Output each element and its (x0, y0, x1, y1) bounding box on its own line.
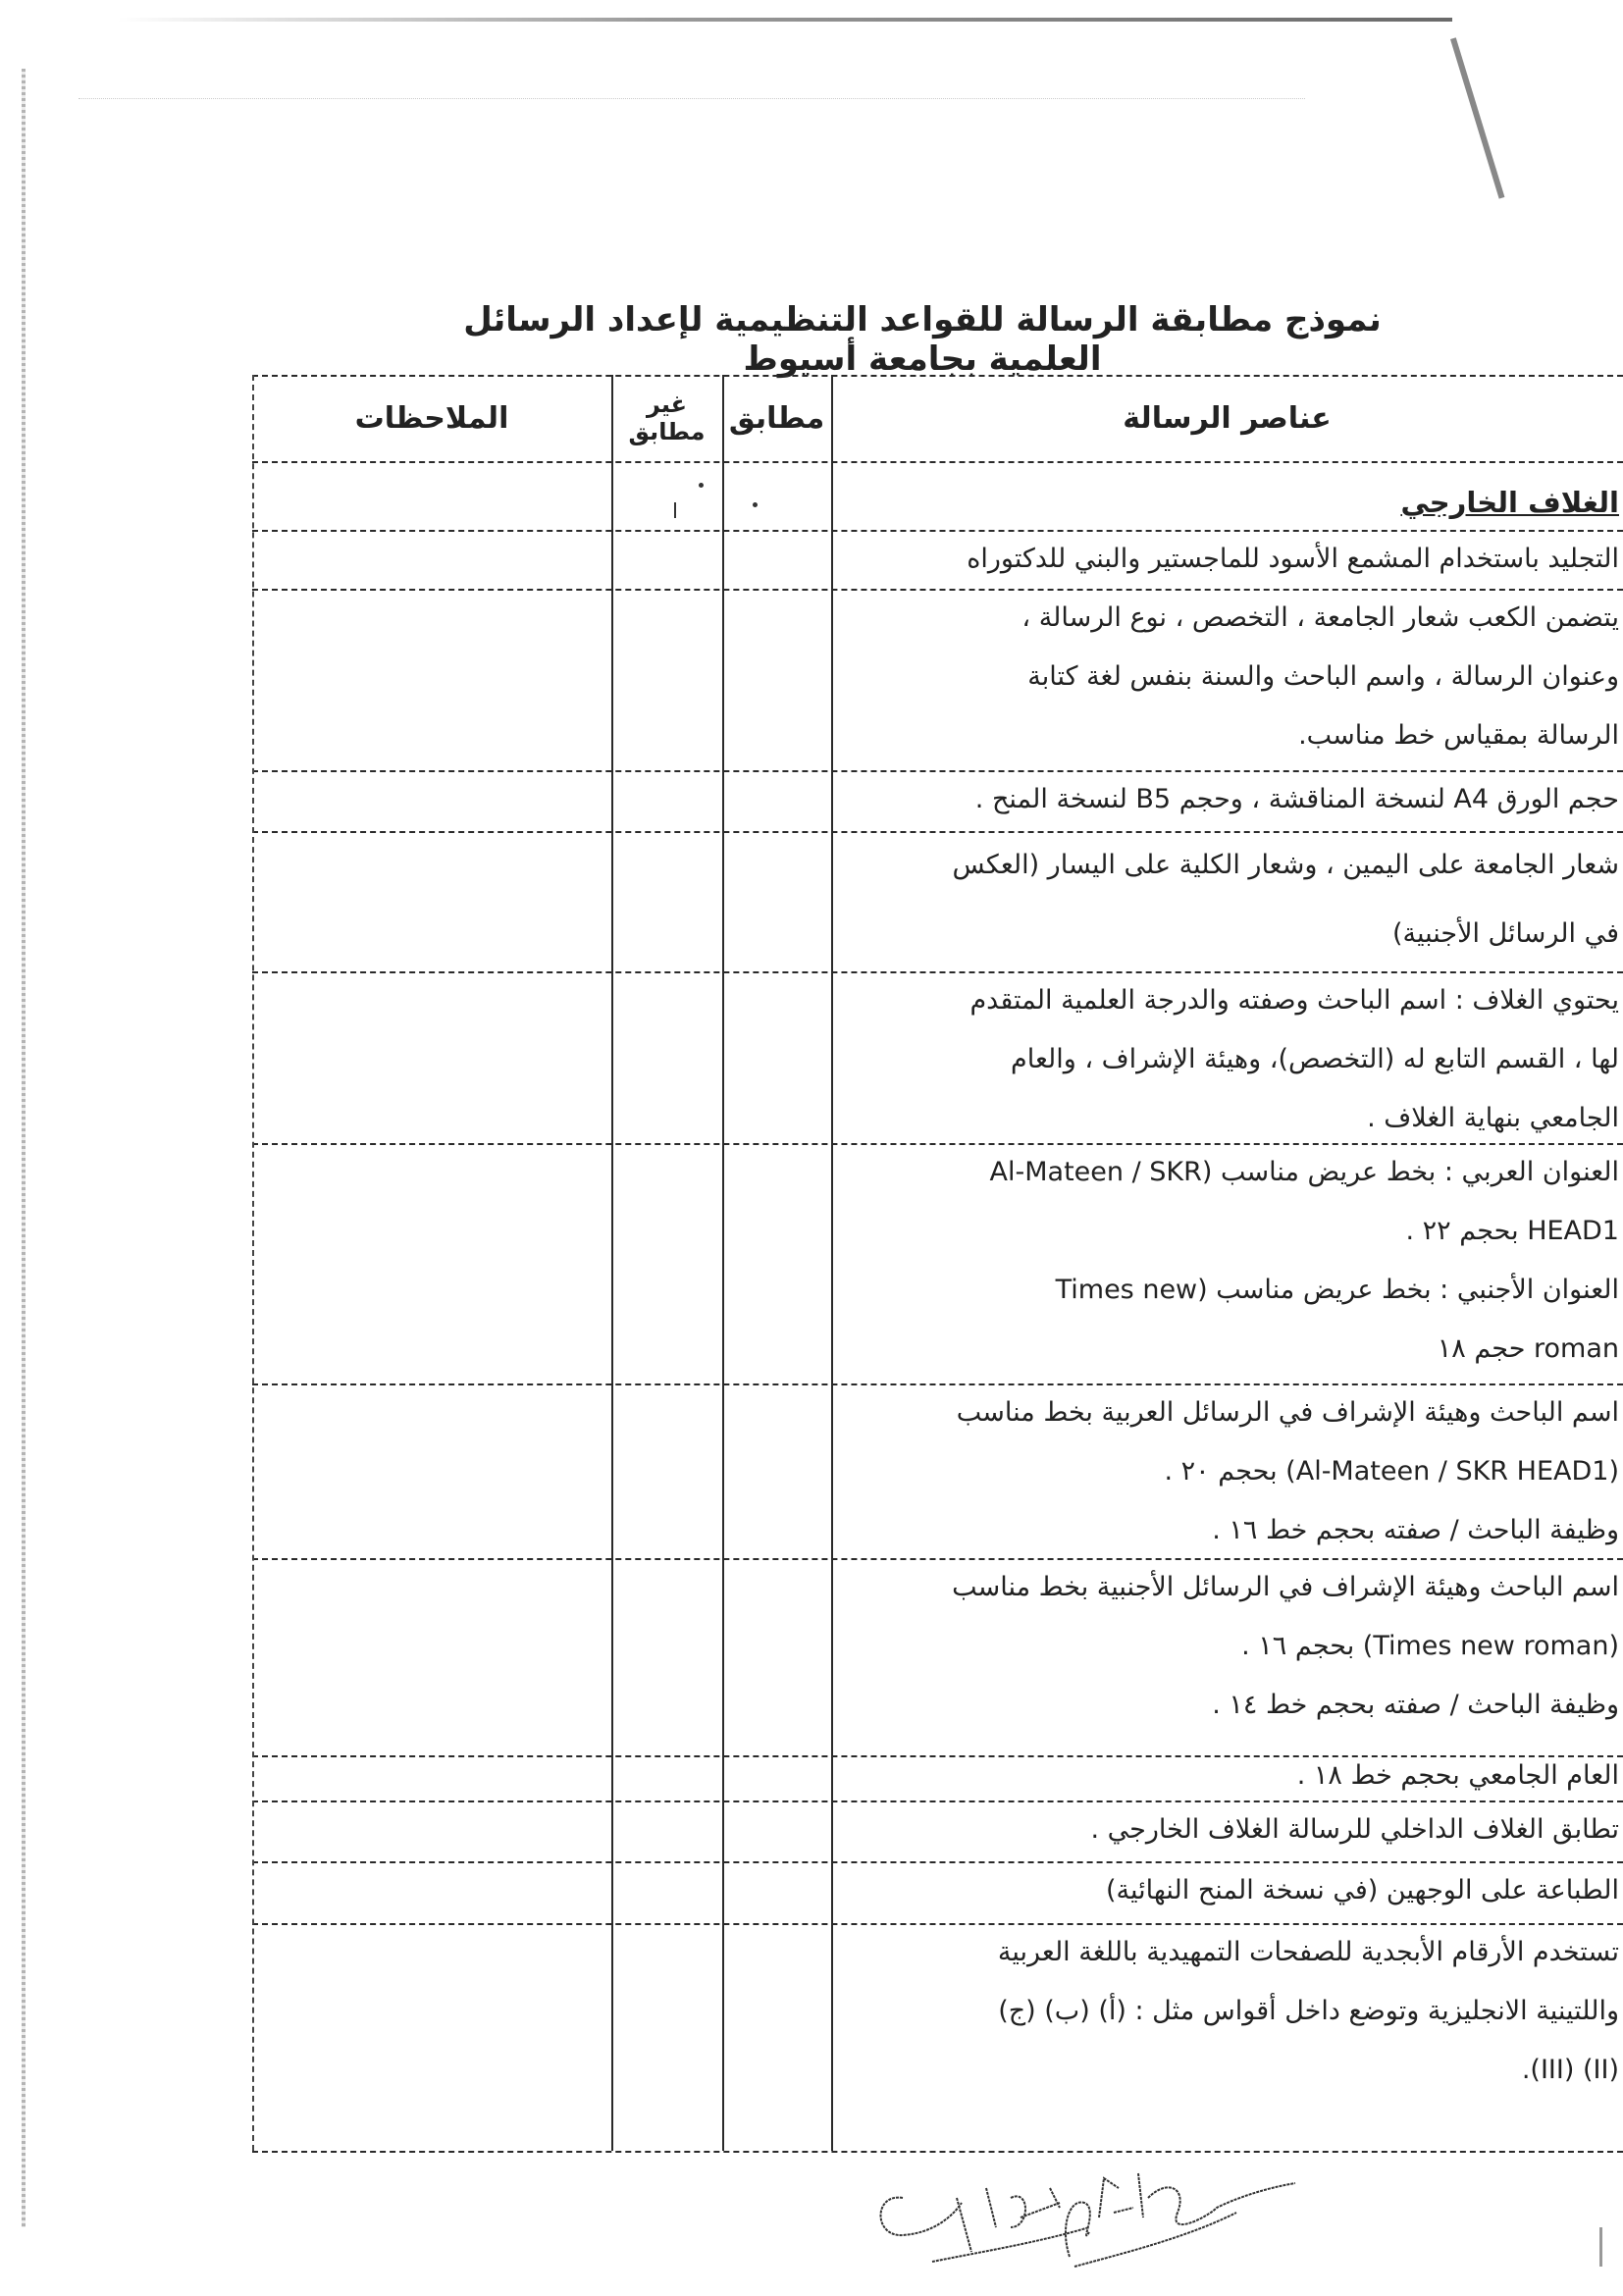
row-divider (252, 461, 1623, 463)
header-compliant: مطابق (728, 400, 825, 436)
header-non-compliant (611, 375, 722, 461)
column-divider-compliant (831, 375, 833, 2151)
compliance-checklist-table (252, 375, 1623, 2151)
checklist-item-logos: شعار الجامعة على اليمين ، وشعار الكلية على اليسار (العكس في الرسائل الأجنبية) (952, 850, 1619, 949)
header-non-compliant-line1: غير (646, 391, 688, 418)
header-elements: عناصر الرسالة (1123, 400, 1332, 436)
scan-corner-fold (1450, 37, 1504, 198)
checklist-item-page-numbering: تستخدم الأرقام الأبجدية للصفحات التمهيدية باللغة العربية واللتينية الانجليزية وتوضع داخل أقواس مثل : (أ) (ب) (ج) (II) (III). (997, 1937, 1619, 2085)
checklist-item-binding: التجليد باستخدام المشمع الأسود للماجستير والبني للدكتوراه (967, 544, 1619, 574)
scan-corner-mark (1599, 2227, 1602, 2267)
checklist-item-cover-contents: يحتوي الغلاف : اسم الباحث وصفته والدرجة العلمية المتقدم لها ، القسم التابع له (التخصص)، وهيئة الإشراف ، والعام الجامعي بنهاية الغلاف . (969, 985, 1619, 1133)
header-notes: الملاحظات (354, 400, 509, 436)
page-title: نموذج مطابقة الرسالة للقواعد التنظيمية لإعداد الرسائل العلمية بجامعة أسيوط (463, 300, 1382, 379)
scan-border-left (22, 69, 26, 2227)
scan-border-top (118, 18, 1452, 22)
section-title-outer-cover: الغلاف الخارجي (1400, 486, 1619, 519)
column-divider-notes (611, 375, 613, 2151)
signature-2 (1040, 2159, 1315, 2276)
checklist-item-arabic-names-font: اسم الباحث وهيئة الإشراف في الرسائل العربية بخط مناسب (Al-Mateen / SKR HEAD1) بحجم ٢٠ . وظيفة الباحث / صفته بحجم خط ١٦ . (956, 1397, 1619, 1545)
scan-noise-header (79, 59, 1305, 99)
header-non-compliant-line2: مطابق (628, 418, 706, 445)
checklist-item-title-fonts: العنوان العربي : بخط عريض مناسب (Al-Mateen / SKR HEAD1 بحجم ٢٢ . العنوان الأجنبي : بخط عريض مناسب (Times new roman حجم ١٨ (989, 1157, 1619, 1364)
checklist-item-paper-size: حجم الورق A4 لنسخة المناقشة ، وحجم B5 لنسخة المنح . (974, 784, 1619, 814)
checklist-item-inner-cover: تطابق الغلاف الداخلي للرسالة الغلاف الخارجي . (1090, 1814, 1619, 1845)
pen-dot (753, 502, 758, 507)
checklist-item-double-sided: الطباعة على الوجهين (في نسخة المنح النهائية) (1106, 1875, 1619, 1905)
pen-dot (699, 483, 704, 488)
checklist-item-academic-year: العام الجامعي بحجم خط ١٨ . (1296, 1760, 1619, 1791)
table-border-left (252, 375, 254, 2151)
pen-mark (674, 502, 676, 518)
column-divider-noncompliant (722, 375, 724, 2151)
checklist-item-foreign-names-font: اسم الباحث وهيئة الإشراف في الرسائل الأجنبية بخط مناسب (Times new roman) بحجم ١٦ . وظيفة الباحث / صفته بحجم خط ١٤ . (952, 1572, 1619, 1720)
table-border-bottom (252, 2151, 1623, 2153)
checklist-item-spine: يتضمن الكعب شعار الجامعة ، التخصص ، نوع الرسالة ، وعنوان الرسالة ، واسم الباحث والسنة بنفس لغة كتابة الرسالة بمقياس خط مناسب. (1021, 602, 1619, 751)
